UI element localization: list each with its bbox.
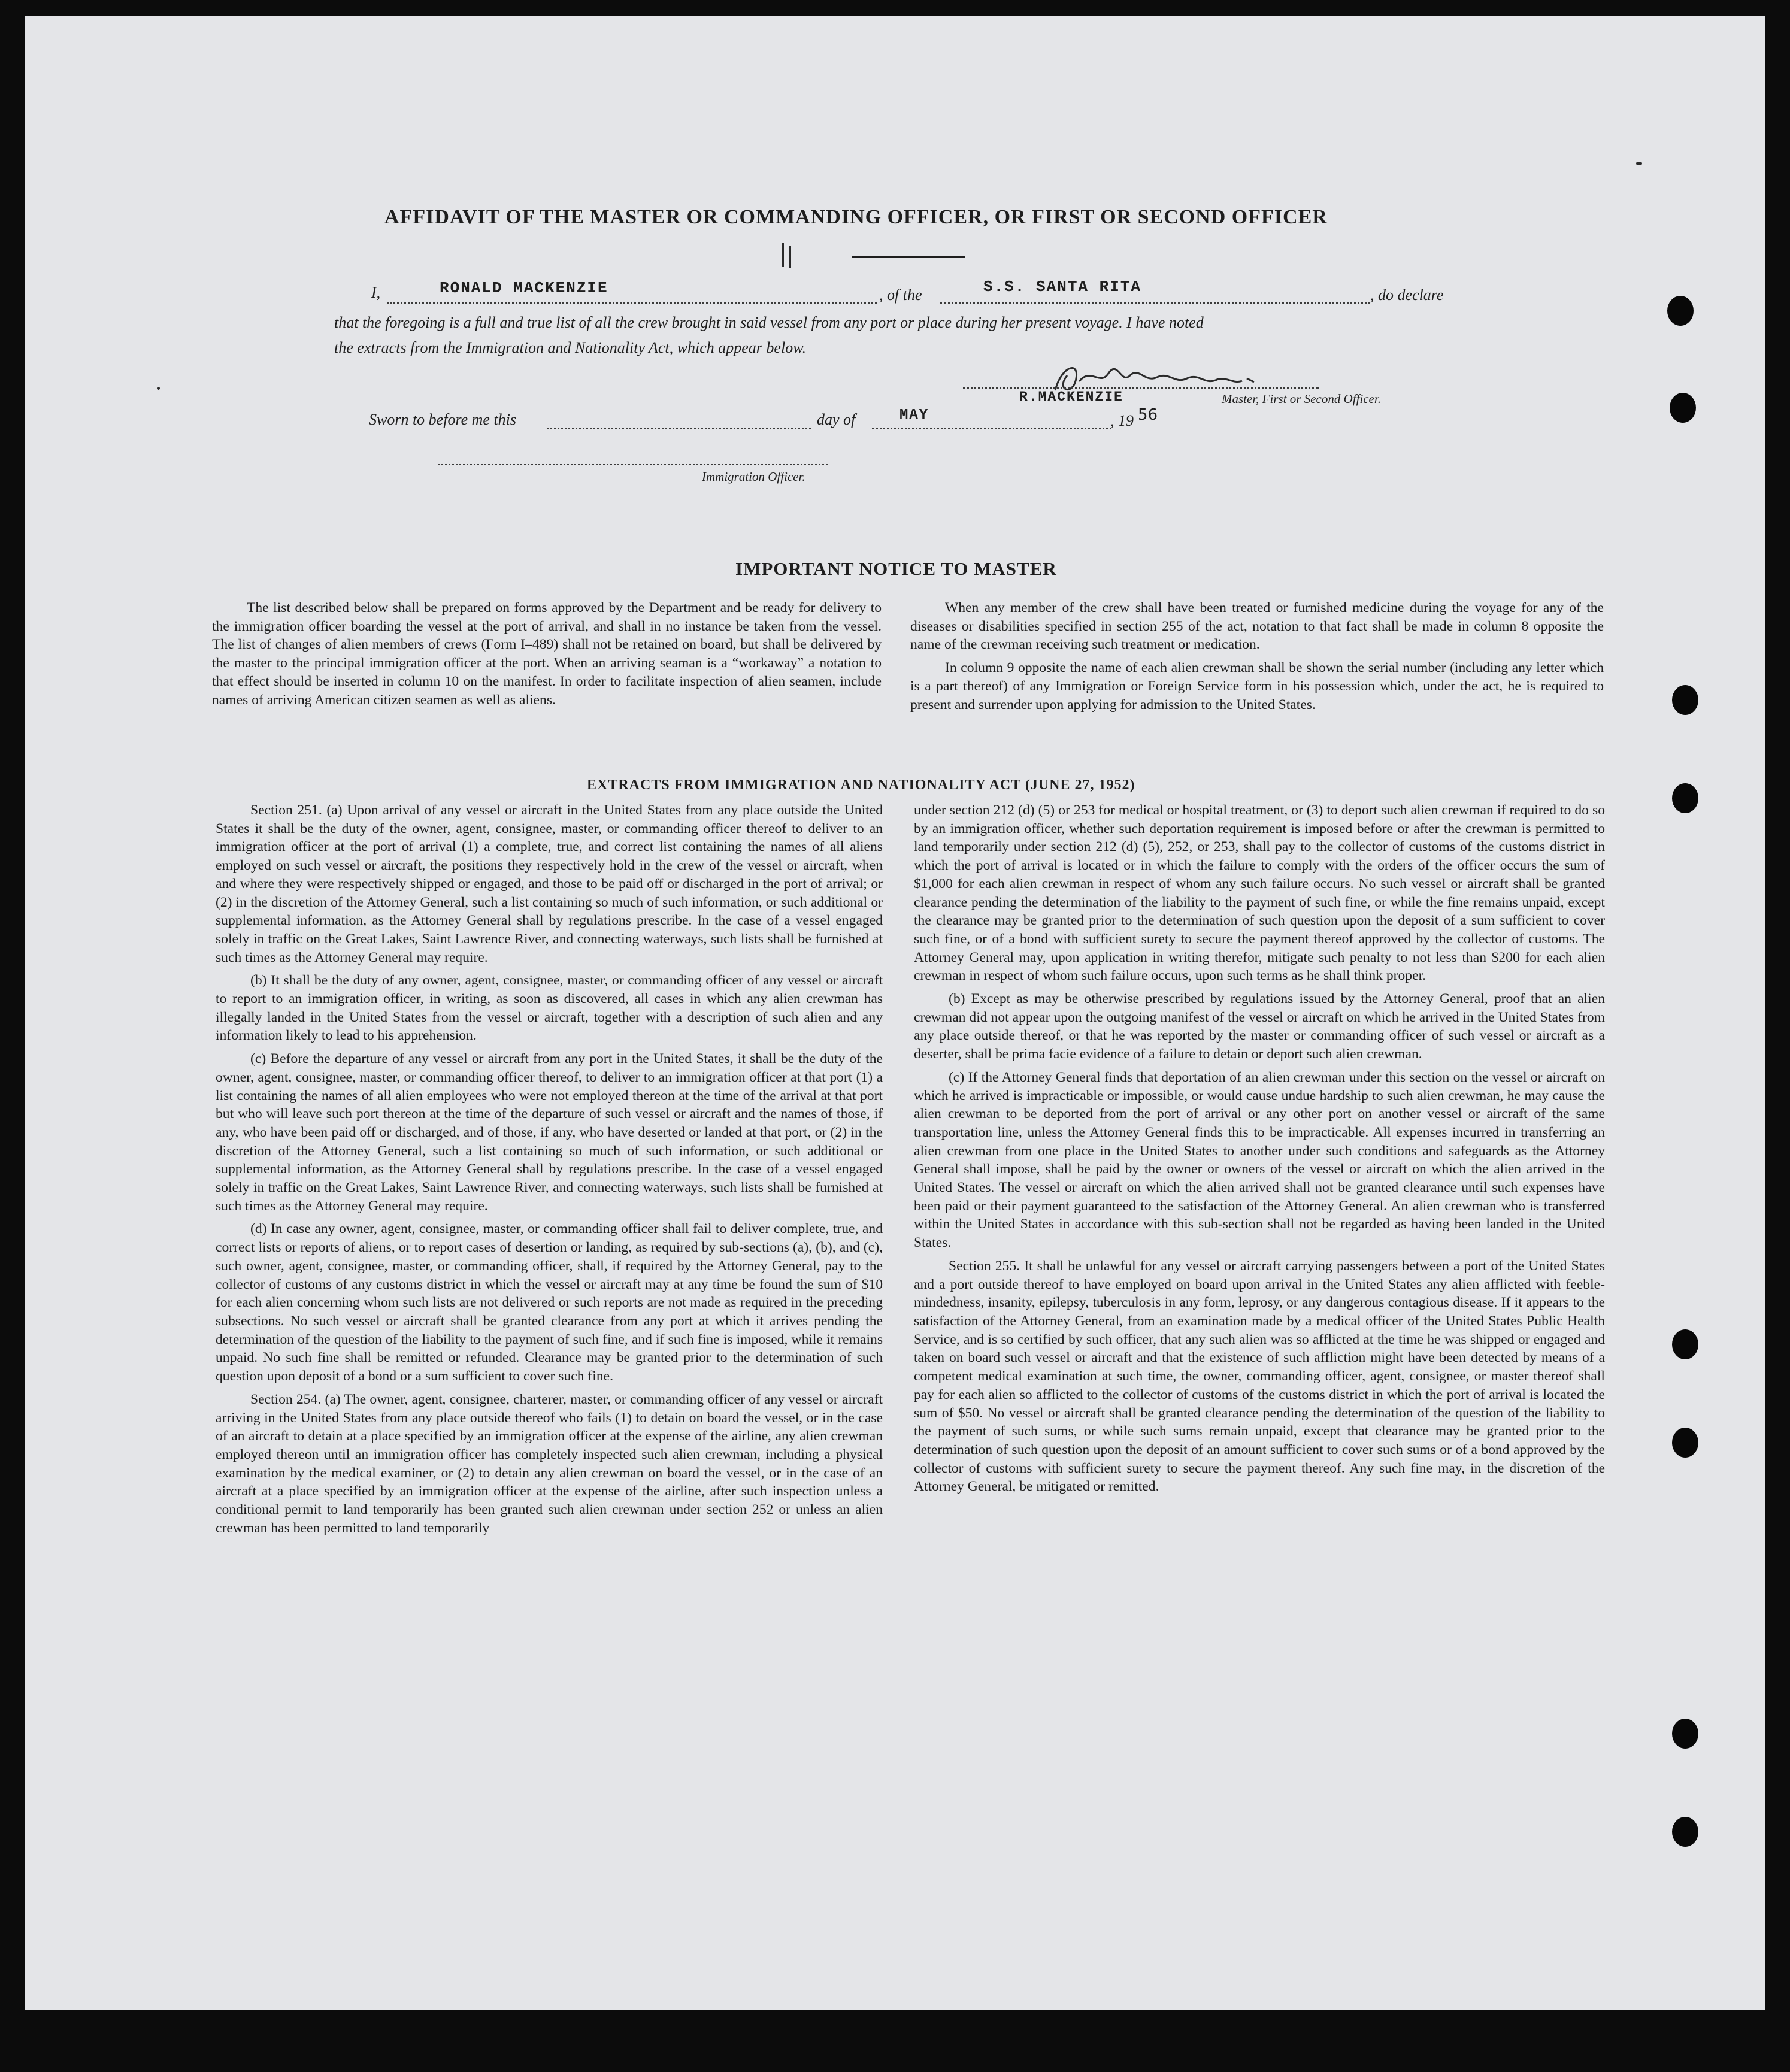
signature-line [963, 387, 1319, 389]
extracts-left-column [216, 801, 883, 1542]
punch-hole [1672, 1428, 1698, 1458]
stray-mark [157, 387, 160, 390]
notice-right-paragraph-1: When any member of the crew shall have been treated or furnished medicine during the voyage for any of the diseases or disabilities specified in section 255 of the act, notation to that fact shall be made in column 8 opposite the name of the crewman receiving such treatment or medication. [910, 600, 1604, 653]
section-251-d: (d) In case any owner, agent, consignee, master, or commanding officer shall fail to deliver complete, true, and correct lists or reports of aliens, or to report cases of desertion or landing, as required by sub-sections (a), (b), and (c), such owner, agent, consignee, master, or commanding officer, shall, if required by the Attorney General, pay to the collector of customs of any customs district in which the vessel or aircraft may at any time be found the sum of $10 for each alien concerning whom such lists are not delivered or such reports are not made as required in the preceding subsections. No such vessel or aircraft shall be granted clearance from any port at which it arrives pending the determination of the question of the liability to the payment of such fine, and if such fine is imposed, while it remains unpaid. No such fine shall be remitted or refunded. Clearance may be granted prior to the determination of such question upon deposit of a bond or a sum sufficient to cover such fine. [216, 1221, 883, 1385]
signature-caption: Master, First or Second Officer. [1222, 392, 1381, 406]
punch-hole [1672, 1329, 1698, 1359]
signature-name: R.MACKENZIE [1019, 389, 1123, 405]
name-line [387, 302, 877, 304]
section-251-c: (c) Before the departure of any vessel or aircraft from any port in the United States, it shall be the duty of the owner, agent, consignee, master, or commanding officer thereof, to deliver to an immigration officer at that port (1) a list containing the names of all alien employees who were not employed thereon at the time of the arrival at that port but who will leave such port thereon at the time of the departure of such vessel or aircraft and the names of those, if any, who have been paid off or discharged, and of those, if any, who have deserted or landed at that port, or (2) in the discretion of the Attorney General, such a list containing so much of such information, or such additional or supplemental information, as the Attorney General shall by regulations prescribe. In the case of a vessel engaged solely in traffic on the Great Lakes, Saint Lawrence River, and connecting waterways, such lists shall be furnished at such times as the Attorney General may require. [216, 1051, 883, 1214]
punch-hole [1672, 783, 1698, 813]
section-254-a: Section 254. (a) The owner, agent, consignee, charterer, master, or commanding officer of any vessel or aircraft arriving in the United States from any place outside thereof who fails (1) to detain on board the vessel, or in the case of an aircraft to detain at a place specified by an immigration officer at the expense of the airline, any alien crewman employed thereon until an immigration officer has completely inspected such alien crewman, including a physical examination by the medical examiner, or (2) to detain any alien crewman on board the vessel, or in the case of an aircraft at a place specified by an immigration officer at the expense of the airline, after such inspection unless a conditional permit to land temporarily has been granted such alien crewman under section 252 or unless an alien crewman has been permitted to land temporarily [216, 1391, 883, 1536]
document-page [25, 16, 1765, 2010]
title-underline [852, 256, 965, 258]
section-254-a-continued: under section 212 (d) (5) or 253 for medical or hospital treatment, or (3) to deport such alien crewman if required to do so by an immigration officer, whether such deportation requirement is imposed before or after the crewman is permitted to land temporarily under section 212 (d) (5), 252, or 253, shall pay to the collector of customs of the customs district in which the port of arrival is located or in which the failure to comply with the orders of the officer occurs the sum of $1,000 for each alien crewman in respect of whom any such failure occurs. No such vessel or aircraft shall be granted clearance pending the determination of the liability to the payment of such fine, or while the fine remains unpaid, except the clearance may be granted prior to the determination of such question upon the deposit of a sum sufficient to cover such fine, or of a bond with sufficient surety to secure the payment thereof approved by the collector of customs. The Attorney General may, upon application in writing therefor, mitigate such penalty to not less than $200 for each alien crewman in respect of whom such failure occurs, upon such terms as he shall think proper. [914, 802, 1605, 984]
notice-title: IMPORTANT NOTICE TO MASTER [735, 558, 1057, 579]
section-255: Section 255. It shall be unlawful for any vessel or aircraft carrying passengers between a port of the United States and a port outside thereof to have employed on board upon arrival in the United States any alien afflicted with feeble-mindedness, insanity, epilepsy, tuberculosis in any form, leprosy, or any dangerous contagious disease. If it appears to the satisfaction of the Attorney General, from an examination made by a medical officer of the United States Public Health Service, and is so certified by such officer, that any such alien was so afflicted at the time he was shipped or engaged and taken on board such vessel or aircraft and that the existence of such affliction might have been detected by means of a competent medical examination at such time, the owner, commanding officer, agent, consignee, or master thereof shall pay for each alien so afflicted to the collector of customs of the customs district in which the port of arrival is located the sum of $50. No vessel or aircraft shall be granted clearance pending the determination of the question of the liability to the payment of such sums, or while such sums remain unpaid, except that clearance may be granted prior to the determination of such question upon the deposit of an amount sufficient to cover such sums or of a bond approved by the collector of customs with sufficient surety to secure the payment thereof. Any such fine may, in the discretion of the Attorney General, be mitigated or remitted. [914, 1258, 1605, 1495]
notice-left-paragraph: The list described below shall be prepared on forms approved by the Department and be ready for delivery to the immigration officer boarding the vessel at the port of arrival, and shall in no instance be taken from the vessel. The list of changes of alien members of crews (Form I–489) shall not be retained on board, but shall be delivered by the master to the principal immigration officer at the port. When an arriving seaman is a “workaway” a notation to that effect should be inserted in column 10 on the manifest. In order to facilitate inspection of alien seamen, include names of arriving American citizen seamen as well as aliens. [212, 600, 882, 708]
extracts-right-column [914, 801, 1605, 1501]
pen-mark [789, 246, 791, 268]
pen-mark [782, 243, 784, 267]
of-the-label: , of the [879, 286, 922, 304]
vessel-line [940, 302, 1370, 304]
day-of-label: day of [817, 411, 856, 428]
stray-mark [1636, 162, 1642, 165]
affidavit-prefix: I, [371, 284, 381, 301]
punch-hole [1672, 1719, 1698, 1749]
sworn-month-line [872, 428, 1111, 429]
punch-hole [1672, 685, 1698, 715]
extracts-title: EXTRACTS FROM IMMIGRATION AND NATIONALITY ACT (JUNE 27, 1952) [587, 777, 1135, 793]
officer-caption: Immigration Officer. [702, 469, 805, 484]
affidavit-title: AFFIDAVIT OF THE MASTER OR COMMANDING OFFICER, OR FIRST OR SECOND OFFICER [384, 206, 1328, 228]
master-name: RONALD MACKENZIE [440, 279, 608, 297]
punch-hole [1672, 1817, 1698, 1847]
declaration-line-1: that the foregoing is a full and true list of all the crew brought in said vessel from any port or place during her present voyage. I have noted [334, 314, 1204, 331]
section-254-b: (b) Except as may be otherwise prescribed by regulations issued by the Attorney General, proof that an alien crewman did not appear upon the outgoing manifest of the vessel or aircraft on which he arrived in the United States from any place outside thereof, or that he was reported by the master or commanding officer of such vessel or aircraft as a deserter, shall be prima facie evidence of a failure to detain or deport such alien crewman. [914, 991, 1605, 1062]
do-declare-label: , do declare [1370, 286, 1444, 304]
punch-hole [1667, 296, 1694, 326]
year-handwritten: 56 [1138, 406, 1158, 424]
section-251-b: (b) It shall be the duty of any owner, agent, consignee, master, or commanding officer of any vessel or aircraft to report to an immigration officer, in writing, as soon as discovered, all cases in which any alien crewman has illegally landed in the United States from the vessel or aircraft, together with a description of such alien and any information likely to lead to his apprehension. [216, 973, 883, 1044]
declaration-line-2: the extracts from the Immigration and Nationality Act, which appear below. [334, 339, 807, 356]
officer-signature-line [438, 464, 828, 465]
year-prefix: , 19 [1110, 412, 1134, 429]
sworn-day-line [547, 428, 811, 429]
section-254-c: (c) If the Attorney General finds that deportation of an alien crewman under this section on the vessel or aircraft on which he arrived is impracticable or impossible, or would cause undue hardship to such alien crewman, he may cause the alien crewman to be deported from the port of arrival or any other port on another vessel or aircraft of the same transportation line, unless the Attorney General finds this to be impracticable. All expenses incurred in transferring an alien crewman from one place in the United States to another under such conditions and safeguards as the Attorney General shall impose, shall be paid by the owner or owners of the vessel or aircraft on which the alien arrived in the United States. The vessel or aircraft on which the alien arrived shall not be granted clearance until such expenses have been paid or their payment guaranteed to the satisfaction of the Attorney General. An alien crewman who is transferred within the United States in accordance with this sub-section shall not be regarded as having been landed in the United States. [914, 1069, 1605, 1251]
vessel-name: S.S. SANTA RITA [983, 278, 1142, 296]
notice-right-column [910, 599, 1604, 719]
punch-hole [1670, 393, 1696, 423]
notice-left-column [212, 599, 882, 714]
notice-right-paragraph-2: In column 9 opposite the name of each alien crewman shall be shown the serial number (including any letter which is a part thereof) of any Immigration or Foreign Service form in his possession which, under the act, he is required to present and surrender upon applying for admission to the United States. [910, 660, 1604, 713]
section-251-a: Section 251. (a) Upon arrival of any vessel or aircraft in the United States from any place outside the United States it shall be the duty of the owner, agent, consignee, master, or commanding officer thereof to deliver to an immigration officer at the port of arrival (1) a complete, true, and correct list containing the names of all aliens employed on such vessel or aircraft, the positions they respectively hold in the crew of the vessel or aircraft, when and where they were respectively shipped or engaged, and those to be paid off or discharged in the port of arrival; or (2) in the discretion of the Attorney General, such a list containing so much of such information, or such additional or supplemental information, as the Attorney General shall by regulations prescribe. In the case of a vessel engaged solely in traffic on the Great Lakes, Saint Lawrence River, and connecting waterways, such lists shall be furnished at such times as the Attorney General may require. [216, 802, 883, 965]
sworn-prefix: Sworn to before me this [369, 411, 517, 428]
sworn-month: MAY [899, 407, 929, 423]
